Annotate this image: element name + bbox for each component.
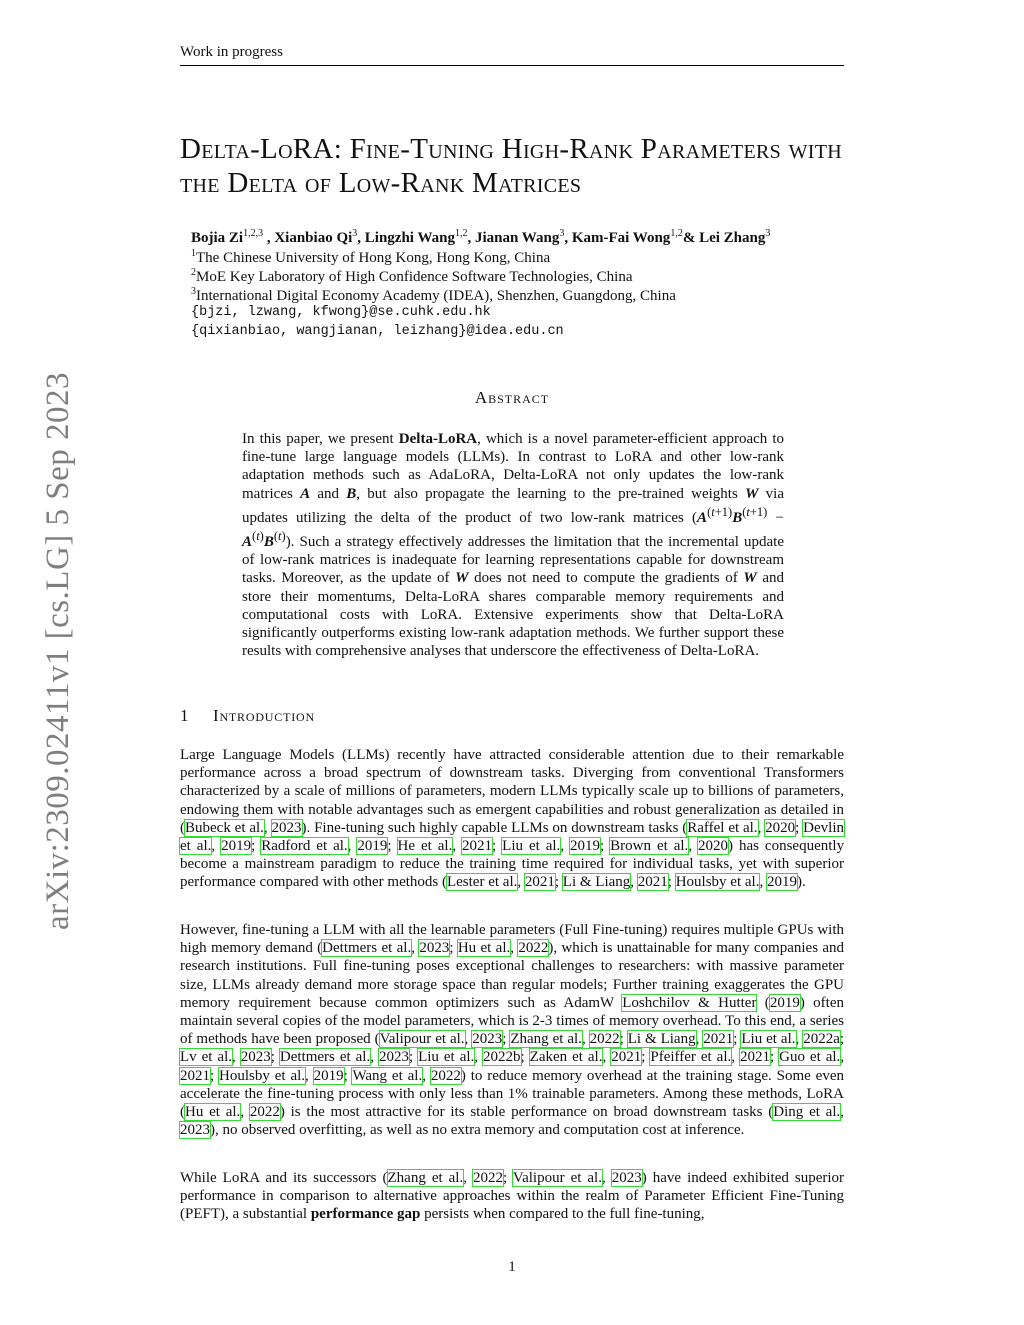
citation-link[interactable]: 2022 bbox=[430, 1067, 461, 1084]
citation-link[interactable]: 2022a bbox=[803, 1031, 840, 1048]
citation-link[interactable]: Raffel et al. bbox=[687, 819, 758, 836]
citation-link[interactable]: 2021 bbox=[462, 838, 493, 855]
citation-link[interactable]: 2022 bbox=[589, 1031, 620, 1048]
citation-link[interactable]: Devlin et al. bbox=[180, 819, 844, 855]
citation-link[interactable]: 2023 bbox=[240, 1049, 271, 1066]
citation-link[interactable]: Valipour et al. bbox=[379, 1031, 465, 1048]
citation-link[interactable]: 2021 bbox=[611, 1049, 642, 1066]
citation-link[interactable]: Pfeiffer et al. bbox=[650, 1049, 732, 1066]
citation-link[interactable]: Zhang et al. bbox=[387, 1170, 464, 1186]
author-name: Xianbiao Qi bbox=[274, 230, 353, 246]
citation-link[interactable]: 2019 bbox=[570, 838, 601, 855]
citation-link[interactable]: Lv et al. bbox=[180, 1049, 233, 1066]
citation-link[interactable]: 2022 bbox=[473, 1170, 503, 1186]
author-list: Bojia Zi$^{1,2,3}$ , Xianbiao Qi$^3$, Lingzhi Wang$^{1,2}$, Jianan Wang$^3$, Kam-Fai Wong$^{1,2}$& Lei Zhang$^3$ bbox=[191, 228, 771, 246]
intro-paragraph-1: Large Language Models (LLMs) recently have attracted considerable attention due to their remarkable performance across a broad spectrum of downstream tasks. Diverging from conventional Transformers characterized by a scale of millions of parameters, modern LLMs typically scale up to billions of parameters, endowing them with notable advantages such as emergent capabilities and robust generalization as detailed in (Bubeck et al., 2023). Fine-tuning such highly capable LLMs on downstream tasks (Raffel et al., 2020; Devlin et al., 2019; Radford et al., 2019; He et al., 2021; Liu et al., 2019; Brown et al., 2020) has consequently become a mainstream paradigm to reduce the training time required for individual tasks, yet with superior performance compared with other methods (Lester et al., 2021; Li & Liang, 2021; Houlsby et al., 2019). bbox=[180, 747, 845, 891]
citation-link[interactable]: Lester et al. bbox=[446, 874, 518, 891]
intro-paragraph-2: However, fine-tuning a LLM with all the learnable parameters (Full Fine-tuning) requires multiple GPUs with high memory demand (Dettmers et al., 2023; Hu et al., 2022), which is unattainable for many companies and research institutions. Full fine-tuning poses exceptional challenges to researchers: with massive parameter size, LLMs already demand more storage space than regular models; Further training exaggerates the GPU memory requirement because common optimizers such as AdamW Loshchilov & Hutter (2019) often maintain several copies of the model parameters, which is 2-3 times of memory overhead. To this end, a series of methods have been proposed (Valipour et al., 2023; Zhang et al., 2022; Li & Liang, 2021; Liu et al., 2022a; Lv et al., 2023; Dettmers et al., 2023; Liu et al., 2022b; Zaken et al., 2021; Pfeiffer et al., 2021; Guo et al., 2021; Houlsby et al., 2019; Wang et al., 2022) to reduce memory overhead at the training stage. Some even accelerate the fine-tuning process with only less than 1% trainable parameters. Among these methods, LoRA (Hu et al., 2022) is the most attractive for its stable performance on broad downstream tasks (Ding et al., 2023), no observed overfitting, as well as no extra memory and computation cost at inference. bbox=[180, 922, 845, 1139]
citation-link[interactable]: 2019 bbox=[769, 994, 800, 1011]
citation-link[interactable]: Houlsby et al. bbox=[675, 874, 760, 891]
citation-link[interactable]: 2022 bbox=[518, 940, 549, 957]
citation-link[interactable]: 2020 bbox=[765, 819, 796, 836]
citation-link[interactable]: 2021 bbox=[703, 1031, 734, 1048]
affiliation: $^1$The Chinese University of Hong Kong, Hong Kong, China bbox=[191, 248, 551, 266]
citation-link[interactable]: 2019 bbox=[313, 1067, 344, 1084]
citation-link[interactable]: Hu et al. bbox=[185, 1104, 241, 1121]
citation-link[interactable]: Loshchilov & Hutter bbox=[622, 994, 757, 1011]
author-name: Bojia Zi bbox=[191, 230, 244, 246]
citation-link[interactable]: Dettmers et al. bbox=[322, 940, 412, 957]
citation-link[interactable]: Dettmers et al. bbox=[279, 1049, 371, 1066]
citation-link[interactable]: 2021 bbox=[524, 874, 555, 891]
citation-link[interactable]: 2022b bbox=[483, 1049, 521, 1066]
abstract-body: In this paper, we present Delta-LoRA, which is a novel parameter-efficient approach to fine-tune large language models (LLMs). In contrast to LoRA and other low-rank adaptation methods such as AdaLoRA, Delta-LoRA not only updates the low-rank matrices A and B, but also propagate the learning to the pre-trained weights W via updates utilizing the delta of the product of two low-rank matrices $(A^{(t+1)}B^{(t+1)} - A^{(t)}B^{(t)})$. Such a strategy effectively addresses the limitation that the incremental update of low-rank matrices is inadequate for learning representations capable for downstream tasks. Moreover, as the update of W does not need to compute the gradients of W and store their momentums, Delta-LoRA shares comparable memory requirements and computational costs with LoRA. Extensive experiments show that Delta-LoRA significantly outperforms existing low-rank adaptation methods. We further support these results with comprehensive analyses that underscore the effectiveness of Delta-LoRA. bbox=[242, 431, 784, 660]
citation-link[interactable]: 2019 bbox=[221, 838, 252, 855]
header-rule bbox=[180, 65, 844, 66]
citation-link[interactable]: Li & Liang bbox=[627, 1031, 696, 1048]
citation-link[interactable]: 2023 bbox=[472, 1031, 503, 1048]
citation-link[interactable]: Brown et al. bbox=[610, 838, 689, 855]
citation-link[interactable]: 2022 bbox=[249, 1104, 280, 1121]
citation-link[interactable]: Li & Liang bbox=[562, 874, 631, 891]
running-header: Work in progress bbox=[180, 44, 283, 60]
email-line: {qixianbiao, wangjianan, leizhang}@idea.edu.cn bbox=[191, 324, 564, 339]
author-name: Lingzhi Wang bbox=[364, 230, 455, 246]
citation-link[interactable]: Liu et al. bbox=[502, 838, 561, 855]
citation-link[interactable]: Wang et al. bbox=[352, 1067, 423, 1084]
citation-link[interactable]: 2019 bbox=[766, 874, 797, 891]
citation-link[interactable]: 2019 bbox=[357, 838, 388, 855]
citation-link[interactable]: 2023 bbox=[271, 819, 302, 836]
citation-link[interactable]: 2021 bbox=[637, 874, 668, 891]
citation-link[interactable]: Radford et al. bbox=[261, 838, 348, 855]
citation-link[interactable]: 2021 bbox=[739, 1049, 770, 1066]
citation-link[interactable]: Guo et al. bbox=[779, 1049, 841, 1066]
author-name: Kam-Fai Wong bbox=[571, 230, 671, 246]
arxiv-identifier: arXiv:2309.02411v1 [cs.LG] 5 Sep 2023 bbox=[40, 371, 76, 930]
citation-link[interactable]: 2023 bbox=[180, 1122, 210, 1139]
author-name: Lei Zhang bbox=[699, 230, 766, 246]
citation-link[interactable]: 2020 bbox=[698, 838, 729, 855]
intro-paragraph-3: While LoRA and its successors (Zhang et al., 2022; Valipour et al., 2023) have indeed exhibited superior performance in comparison to alternative approaches within the realm of Parameter Efficient Fine-Tuning (PEFT), a substantial performance gap persists when compared to the full fine-tuning, bbox=[180, 1170, 845, 1223]
citation-link[interactable]: Valipour et al. bbox=[512, 1170, 602, 1186]
paper-title: Delta-LoRA: Fine-Tuning High-Rank Parameters with the Delta of Low-Rank Matrices bbox=[180, 133, 842, 199]
citation-link[interactable]: He et al. bbox=[397, 838, 453, 855]
citation-link[interactable]: Zaken et al. bbox=[529, 1049, 603, 1066]
citation-link[interactable]: Liu et al. bbox=[418, 1049, 475, 1066]
affiliation: $^2$MoE Key Laboratory of High Confidence Software Technologies, China bbox=[191, 267, 633, 285]
citation-link[interactable]: Hu et al. bbox=[457, 940, 511, 957]
citation-link[interactable]: 2023 bbox=[378, 1049, 409, 1066]
abstract-heading: Abstract bbox=[474, 388, 550, 407]
citation-link[interactable]: Ding et al. bbox=[773, 1104, 841, 1121]
affiliation: $^3$International Digital Economy Academy (IDEA), Shenzhen, Guangdong, China bbox=[191, 286, 676, 304]
citation-link[interactable]: 2023 bbox=[419, 940, 450, 957]
citation-link[interactable]: Bubeck et al. bbox=[185, 819, 264, 836]
citation-link[interactable]: 2021 bbox=[180, 1067, 210, 1084]
page-number: 1 bbox=[508, 1259, 516, 1275]
citation-link[interactable]: Liu et al. bbox=[741, 1031, 796, 1048]
citation-link[interactable]: Zhang et al. bbox=[510, 1031, 582, 1048]
author-name: Jianan Wang bbox=[474, 230, 560, 246]
section-heading: 1 Introduction bbox=[180, 706, 315, 725]
citation-link[interactable]: 2023 bbox=[611, 1170, 642, 1186]
citation-link[interactable]: Houlsby et al. bbox=[219, 1067, 306, 1084]
email-line: {bjzi, lzwang, kfwong}@se.cuhk.edu.hk bbox=[191, 305, 491, 320]
